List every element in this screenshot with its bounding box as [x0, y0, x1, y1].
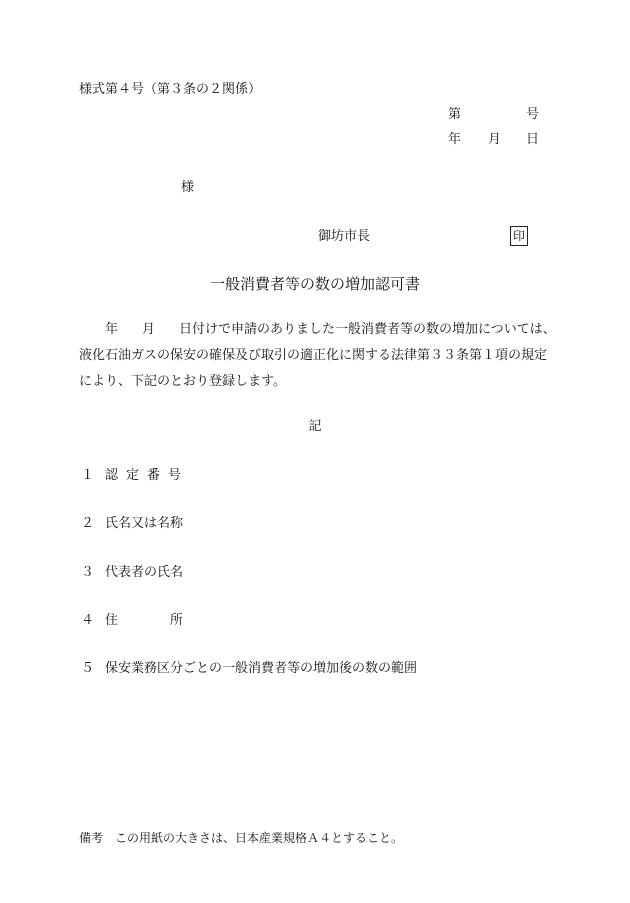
body-line-1-text: 日付けで申請のありました一般消費者等の数の増加については、 [179, 322, 556, 337]
list-item [81, 516, 183, 532]
item-label: 保安業務区分ごとの一般消費者等の増加後の数の範囲 [105, 661, 418, 676]
date-year-label: 年 [448, 132, 462, 147]
note-heading: 記 [308, 419, 322, 434]
body-year: 年 [105, 322, 119, 337]
item-label: 代表者の氏名 [105, 565, 184, 580]
remarks-text: この用紙の大きさは、日本産業規格Ａ４とすること。 [115, 831, 404, 845]
item-label: 氏名又は名称 [105, 516, 184, 531]
item-number: １ [81, 468, 95, 483]
body-paragraph [79, 322, 559, 400]
remarks [79, 830, 403, 846]
list-item [81, 468, 189, 484]
form-number: 様式第４号（第３条の２関係） [79, 82, 262, 97]
document-number-label: 第 [448, 107, 462, 122]
list-item [81, 613, 183, 629]
item-number: ２ [81, 516, 95, 531]
issuer-title: 御坊市長 [318, 229, 371, 244]
date-month-label: 月 [488, 132, 502, 147]
item-label-part-b: 所 [170, 613, 184, 628]
body-line-3: により、下記のとおり登録します。 [79, 374, 286, 389]
body-line-1 [79, 322, 559, 338]
list-item [81, 661, 417, 677]
document-title: 一般消費者等の数の増加認可書 [209, 275, 420, 293]
document-number-suffix: 号 [526, 107, 540, 122]
item-number: ５ [81, 661, 95, 676]
list-item [81, 565, 183, 581]
item-number: ４ [81, 613, 95, 628]
addressee-honorific: 様 [181, 180, 195, 195]
seal-mark: 印 [510, 226, 528, 246]
body-line-2: 液化石油ガスの保安の確保及び取引の適正化に関する法律第３３条第１項の規定 [79, 348, 548, 363]
remarks-label: 備考 [79, 831, 104, 845]
body-month: 月 [142, 322, 156, 337]
date-day-label: 日 [526, 132, 540, 147]
item-label: 認定番号 [105, 468, 190, 483]
item-label-part-a: 住 [105, 613, 119, 628]
item-number: ３ [81, 565, 95, 580]
